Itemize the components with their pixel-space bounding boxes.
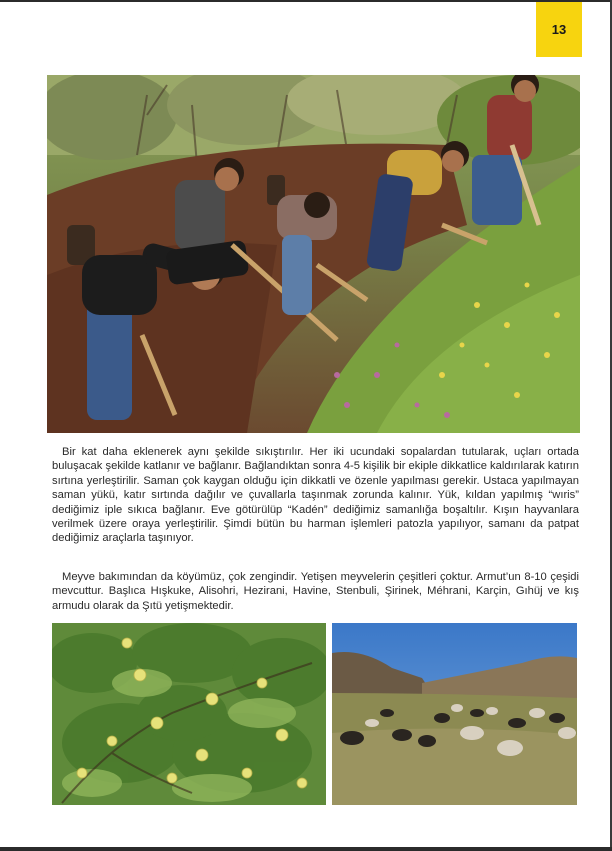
pear-tree-photo (52, 623, 326, 805)
body-paragraph-2: Meyve bakımından da köyümüz, çok zengindir. Yetişen meyvelerin çeşitleri çoktur. Armut’un 8-10 çeşidi mevcuttur. Başlıca Hışkuke, Alisohri, Hezirani, Havine, Stenbuli, Şirinek, Méhrani, Karçin, Gıhüj ve kış armudu olarak da Şıtü yetişmektedir. (52, 571, 579, 612)
sheep-herd-photo (332, 623, 577, 805)
page-bottom-border (0, 847, 612, 851)
page-number: 13 (551, 22, 567, 37)
page-top-border (0, 0, 612, 2)
villagers-digging-photo (47, 75, 580, 433)
page-number-badge (536, 2, 582, 57)
body-paragraph-1: Bir kat daha eklenerek aynı şekilde sıkıştırılır. Her iki ucundaki sopalardan tutularak, uçları ortada buluşacak şekilde katlanır ve bağlanır. Bağlandıktan sonra 4-5 kişilik bir ekiple dikkatlice kaldırılarak katırın sırtına yerleştirilir. Saman çok kaygan olduğu için dikkatli ve özenle yapılması gerekir. Ustaca yapılmayan saman yükü, katır sırtında dağılır ve çuvallarla taşınmak zorunda kalınır. Yük, kıldan yapılmış “wıris” dediğimiz iple sıkıca bağlanır. Eve götürülüp “Kadén” dediğimiz samanlığa boşaltılır. Kışın hayvanlara verilmek üzere oraya yerleştirilir. Şimdi bütün bu harman işlemleri patozla yapılıyor, samanı da patpat dediğimiz araçlarla taşınıyor. (52, 446, 579, 545)
